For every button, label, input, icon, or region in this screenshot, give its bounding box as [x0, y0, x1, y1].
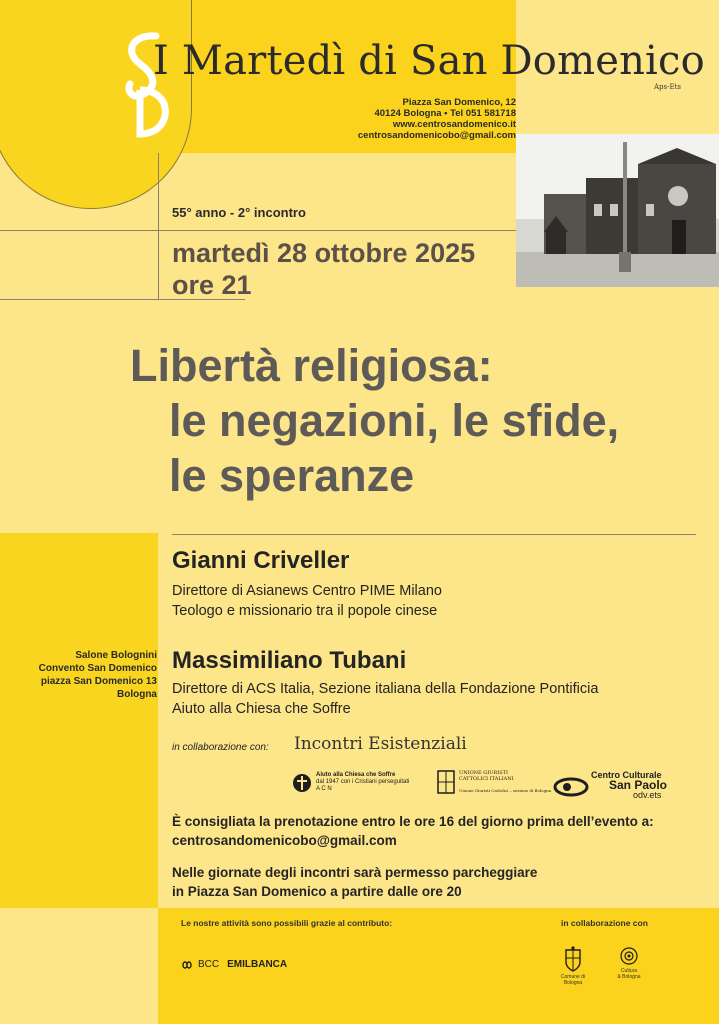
bcc-logo	[180, 959, 287, 970]
rule-line	[158, 153, 159, 299]
acn-tagline: dal 1947 con i Cristiani perseguitati	[316, 779, 410, 785]
speaker-block	[172, 547, 442, 621]
parking-text: in Piazza San Domenico a partire dalle ore 20	[172, 884, 462, 899]
bcc-text: BCC	[198, 959, 220, 970]
separator	[172, 534, 696, 535]
acn-logo	[292, 772, 409, 793]
booking-text: È consigliata la prenotazione entro le ore 16 del giorno prima dell’evento a:	[172, 814, 654, 829]
booking-email-link[interactable]: centrosandomenicobo@gmail.com	[172, 833, 397, 848]
partner-label: in collaborazione con	[561, 918, 648, 928]
acn-acronym: A C N	[316, 786, 332, 792]
speaker-role: Teologo e missionario tra il popole cinese	[172, 603, 438, 619]
cultura-label: Cultura	[620, 968, 638, 974]
comune-label: Comune di Bologna	[560, 974, 586, 986]
contact-block	[358, 97, 516, 141]
bologna-crest-icon	[564, 946, 582, 972]
edition-label: 55° anno - 2° incontro	[172, 205, 306, 220]
cultura-rosette-icon	[619, 946, 639, 966]
website-link[interactable]: www.centrosandomenico.it	[392, 119, 516, 130]
ccsp-line: odv.ets	[633, 790, 662, 800]
parking-text: Nelle giornate degli incontri sarà permesso parcheggiare	[172, 865, 538, 880]
event-date: martedì 28 ottobre 2025	[172, 238, 476, 268]
speaker-role: Aiuto alla Chiesa che Soffre	[172, 701, 351, 717]
address-line: Piazza San Domenico, 12	[402, 97, 516, 108]
ccsp-swoosh-icon	[553, 773, 589, 797]
speaker-name: Gianni Criveller	[172, 547, 350, 574]
parking-note	[172, 863, 537, 901]
ugci-line: CATTOLICI ITALIANI	[459, 776, 514, 782]
collaboration-label: in collaborazione con:	[172, 742, 269, 753]
ugci-line: UNIONE GIURISTI	[459, 770, 508, 776]
cultura-label: & Bologna	[617, 974, 641, 980]
speaker-block	[172, 647, 598, 719]
ugci-section: Unione Giuristi Cattolici – sezione di Bologna	[459, 788, 552, 793]
church-photo	[516, 134, 719, 287]
rule-line	[0, 230, 516, 231]
title-line: Libertà religiosa:	[130, 340, 493, 391]
comune-logo	[560, 946, 586, 986]
email-link[interactable]: centrosandomenicobo@gmail.com	[357, 130, 516, 141]
venue-block	[39, 649, 157, 701]
event-title	[130, 338, 619, 503]
venue-line: Bologna	[117, 689, 157, 700]
bcc-infinity-icon	[180, 960, 194, 970]
ugci-emblem-icon	[437, 770, 455, 794]
sponsor-label: Le nostre attività sono possibili grazie al contributo:	[181, 918, 393, 928]
event-datetime	[172, 237, 475, 301]
title-line: le speranze	[169, 450, 415, 501]
venue-line: Salone Bolognini	[75, 650, 157, 661]
ccsp-line: San Paolo	[609, 778, 668, 792]
speaker-role: Direttore di Asianews Centro PIME Milano	[172, 583, 442, 599]
cultura-logo	[617, 946, 641, 980]
ugci-logo	[437, 770, 551, 794]
event-time: ore 21	[172, 270, 252, 300]
venue-line: piazza San Domenico 13	[40, 676, 157, 687]
emilbanca-text: EMILBANCA	[227, 959, 288, 970]
page-title: I Martedì di San Domenico	[153, 38, 705, 84]
acn-cross-icon	[292, 773, 312, 793]
ccsp-logo	[553, 770, 667, 800]
side-column	[0, 533, 158, 908]
booking-note	[172, 812, 654, 850]
venue-line: Convento San Domenico	[38, 663, 157, 674]
speaker-name: Massimiliano Tubani	[172, 647, 407, 674]
title-line: le negazioni, le sfide,	[169, 395, 620, 446]
speaker-role: Direttore di ACS Italia, Sezione italiana della Fondazione Pontificia	[172, 681, 599, 697]
city-phone-line: 40124 Bologna • Tel 051 581718	[374, 108, 516, 119]
ccsp-line: Centro Culturale	[591, 770, 662, 780]
acn-name: Aiuto alla Chiesa che Soffre	[316, 772, 396, 778]
legal-form: Aps-Ets	[654, 83, 682, 91]
partner-logo: Incontri Esistenziali	[294, 734, 467, 754]
